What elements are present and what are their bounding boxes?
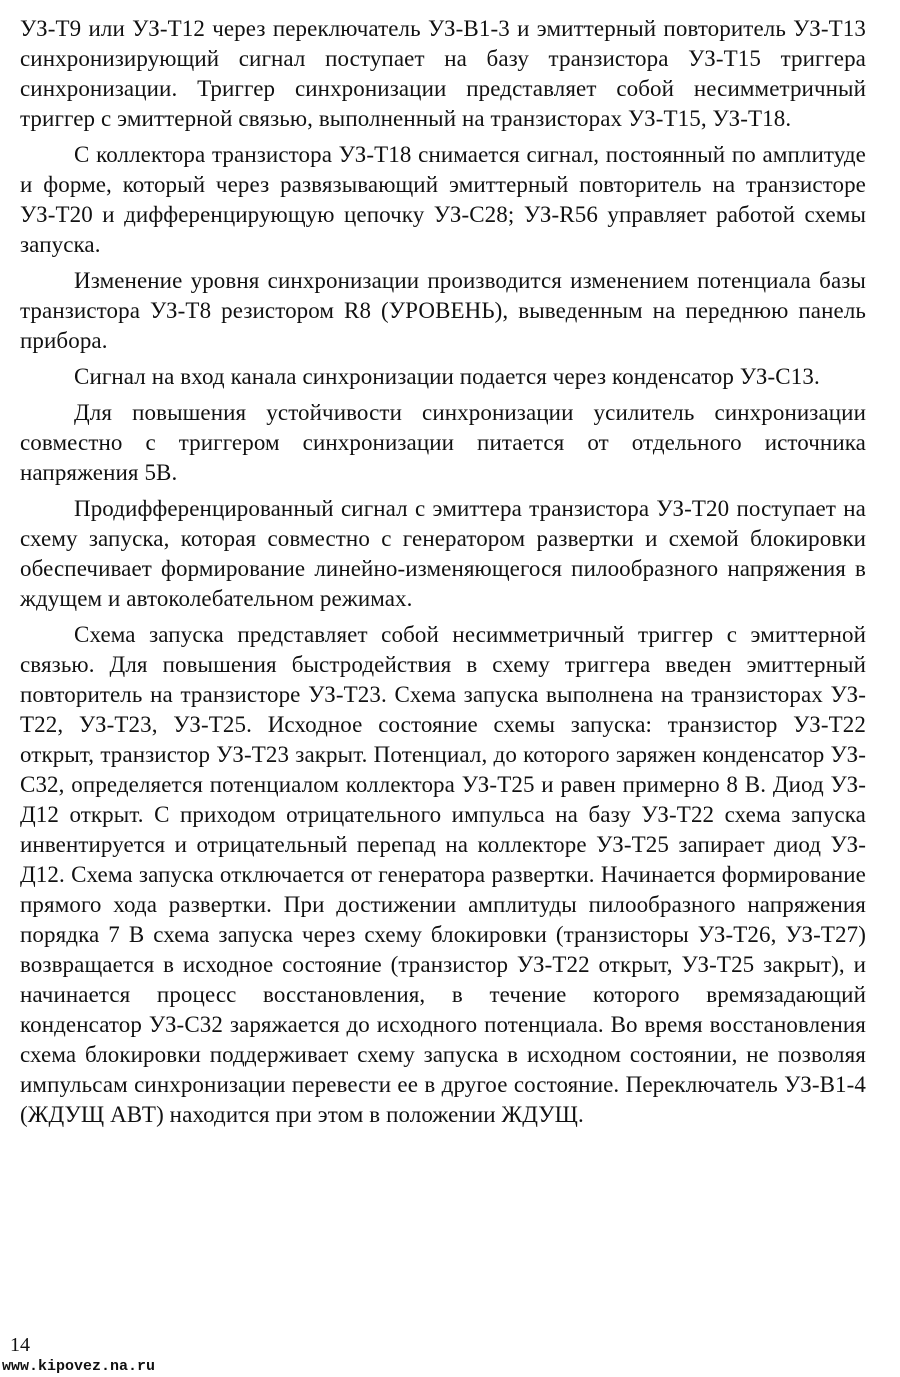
footer-url: www.kipovez.na.ru [2, 1358, 156, 1375]
paragraph-continuation: УЗ-Т9 или УЗ-Т12 через переключатель УЗ-В1-3 и эмиттерный повторитель УЗ-Т13 синхронизирующий сигнал поступает на базу транзистора УЗ-Т15 триггера синхронизации. Триггер синхронизации представляет собой несимметричный триггер с эмиттерной связью, выполненный на транзисторах УЗ-Т15, УЗ-Т18. [20, 16, 866, 131]
paragraph-sync-level: Изменение уровня синхронизации производится изменением потенциала базы транзистора УЗ-Т8 резистором R8 (УРОВЕНЬ), выведенным на переднюю панель прибора. [20, 268, 866, 353]
paragraph-trigger-circuit: Схема запуска представляет собой несимметричный триггер с эмиттерной связью. Для повышения быстродействия в схему триггера введен эмиттерный повторитель на транзисторе УЗ-Т23. Схема запуска выполнена на транзисторах УЗ-Т22, УЗ-Т23, УЗ-Т25. Исходное состояние схемы запуска: транзистор УЗ-Т22 открыт, транзистор УЗ-Т23 закрыт. Потенциал, до которого заряжен конденсатор УЗ-С32, определяется потенциалом коллектора УЗ-Т25 и равен примерно 8 В. Диод УЗ-Д12 открыт. С приходом отрицательного импульса на базу УЗ-Т22 схема запуска инвентируется и отрицательный перепад на коллекторе УЗ-Т25 запирает диод УЗ-Д12. Схема запуска отключается от генератора развертки. Начинается формирование прямого хода развертки. При достижении амплитуды пилообразного напряжения порядка 7 В схема запуска через схему блокировки (транзисторы УЗ-Т26, УЗ-Т27) возвращается в исходное состояние (транзистор УЗ-Т22 открыт, УЗ-Т25 закрыт), и начинается процесс восстановления, в течение которого времязадающий конденсатор УЗ-С32 заряжается до исходного потенциала. Во время восстановления схема блокировки поддерживает схему запуска в исходном состоянии, не позволяя импульсам синхронизации перевести ее в другое состояние. Переключатель УЗ-В1-4 (ЖДУЩ АВТ) находится при этом в положении ЖДУЩ. [20, 622, 866, 1127]
paragraph-sync-input: Сигнал на вход канала синхронизации подается через конденсатор УЗ-С13. [74, 364, 820, 389]
page-number: 14 [10, 1334, 30, 1356]
paragraph-sync-stability: Для повышения устойчивости синхронизации усилитель синхронизации совместно с триггером синхронизации питается от отдельного источника напряжения 5В. [20, 400, 866, 485]
body-text [20, 14, 866, 1136]
paragraph-differentiated-signal: Продифференцированный сигнал с эмиттера транзистора УЗ-Т20 поступает на схему запуска, которая совместно с генератором развертки и схемой блокировки обеспечивает формирование линейно-изменяющегося пилообразного напряжения в ждущем и автоколебательном режимах. [20, 496, 866, 611]
paragraph-collector-signal: С коллектора транзистора УЗ-Т18 снимается сигнал, постоянный по амплитуде и форме, который через развязывающий эмиттерный повторитель на транзисторе УЗ-Т20 и дифференцирующую цепочку УЗ-С28; УЗ-R56 управляет работой схемы запуска. [20, 142, 866, 257]
